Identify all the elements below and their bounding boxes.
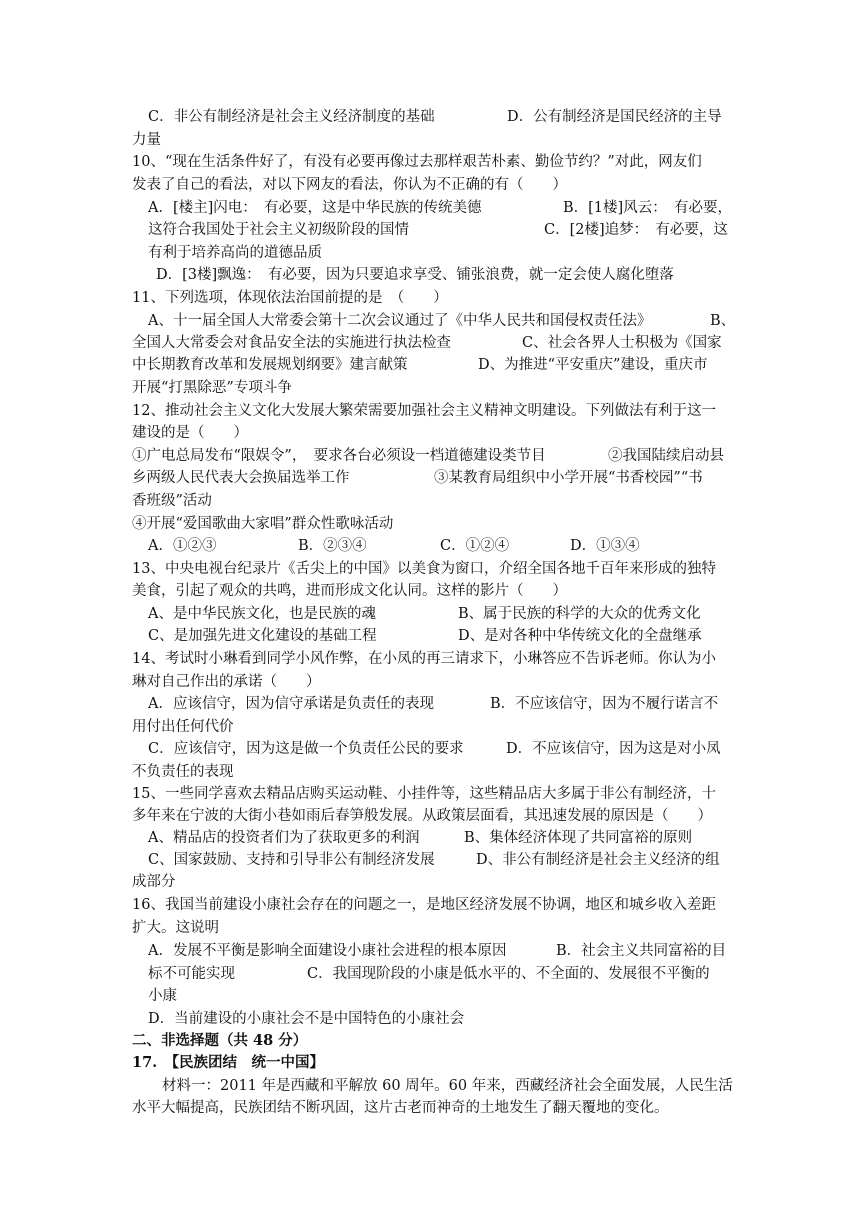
material-1: 材料一：2011 年是西藏和平解放 60 周年。60 年来，西藏经济社会全面发展，人民生活 bbox=[162, 1078, 733, 1094]
option-15b: B、集体经济体现了共同富裕的原则 bbox=[464, 830, 693, 846]
option-13a: A、是中华民族文化，也是民族的魂 bbox=[148, 606, 376, 622]
option-10b: B．[1楼]风云： 有必要， bbox=[563, 200, 732, 216]
option-13b: B、属于民族的科学的大众的优秀文化 bbox=[458, 606, 701, 622]
option-14b-cont: 用付出任何代价 bbox=[132, 719, 234, 735]
option-15d: D、非公有制经济是社会主义经济的组 bbox=[476, 852, 720, 868]
question-15-stem-cont: 多年来在宁波的大街小巷如雨后春笋般发展。从政策层面看，其迅速发展的原因是（ ） bbox=[132, 808, 712, 824]
statement-12-1: ①广电总局发布“限娱令”， 要求各台必须设一档道德建设类节目 bbox=[132, 448, 546, 464]
option-9c: C．非公有制经济是社会主义经济制度的基础 bbox=[148, 109, 435, 125]
option-16a: A．发展不平衡是影响全面建设小康社会进程的根本原因 bbox=[148, 943, 507, 959]
question-12-stem-cont: 建设的是（ ） bbox=[132, 425, 248, 441]
question-12-stem: 12、推动社会主义文化大发展大繁荣需要加强社会主义精神文明建设。下列做法有利于这一 bbox=[132, 403, 716, 419]
option-15c: C、国家鼓励、支持和引导非公有制经济发展 bbox=[148, 852, 435, 868]
option-14d-cont: 不负责任的表现 bbox=[132, 764, 234, 780]
option-11a: A、十一届全国人大常委会第十二次会议通过了《中华人民共和国侵权责任法》 bbox=[148, 313, 652, 329]
option-11c-cont: 中长期教育改革和发展规划纲要》建言献策 bbox=[132, 357, 408, 373]
question-17-title: 17. 【民族团结 统一中国】 bbox=[132, 1054, 324, 1071]
question-15-stem: 15、一些同学喜欢去精品店购买运动鞋、小挂件等，这些精品店大多属于非公有制经济，十 bbox=[132, 786, 716, 802]
option-11b-cont: 全国人大常委会对食品安全法的实施进行执法检查 bbox=[132, 335, 451, 351]
question-14-stem: 14、考试时小琳看到同学小风作弊，在小凤的再三请求下，小琳答应不告诉老师。你认为小 bbox=[132, 651, 716, 667]
option-10b-cont: 这符合我国处于社会主义初级阶段的国情 bbox=[148, 222, 409, 238]
statement-12-2: ②我国陆续启动县 bbox=[608, 448, 724, 464]
option-10a: A．[楼主]闪电： 有必要，这是中华民族的传统美德 bbox=[148, 200, 482, 216]
option-10c-cont: 有利于培养高尚的道德品质 bbox=[148, 245, 322, 261]
statement-12-4: ④开展“爱国歌曲大家唱”群众性歌咏活动 bbox=[132, 516, 394, 532]
statement-12-2-cont: 乡两级人民代表大会换届选举工作 bbox=[132, 470, 350, 486]
option-15d-cont: 成部分 bbox=[132, 874, 176, 890]
question-13-stem: 13、中央电视台纪录片《舌尖上的中国》以美食为窗口，介绍全国各地千百年来形成的独特 bbox=[132, 561, 716, 577]
option-11c: C、社会各界人士积极为《国家 bbox=[522, 335, 722, 351]
option-15a: A、精品店的投资者们为了获取更多的利润 bbox=[148, 830, 420, 846]
option-16c: C．我国现阶段的小康是低水平的、不全面的、发展很不平衡的 bbox=[307, 966, 710, 982]
option-9d-cont: 力量 bbox=[132, 132, 161, 148]
question-11-stem: 11、下列选项，体现依法治国前提的是 （ ） bbox=[132, 290, 448, 306]
section-heading: 二、非选择题（共 48 分） bbox=[132, 1032, 308, 1049]
question-10-stem-cont: 发表了自己的看法，对以下网友的看法，你认为不正确的有（ ） bbox=[132, 177, 567, 193]
option-16c-cont: 小康 bbox=[148, 988, 177, 1004]
option-9d: D．公有制经济是国民经济的主导 bbox=[507, 109, 722, 125]
option-12d: D．①③④ bbox=[570, 538, 640, 554]
option-10d: D．[3楼]飘逸： 有必要，因为只要追求享受、铺张浪费，就一定会使人腐化堕落 bbox=[156, 267, 674, 283]
option-16b: B．社会主义共同富裕的目 bbox=[556, 943, 727, 959]
option-14c: C．应该信守，因为这是做一个负责任公民的要求 bbox=[148, 741, 464, 757]
option-12a: A．①②③ bbox=[148, 538, 217, 554]
option-16b-cont: 标不可能实现 bbox=[148, 966, 235, 982]
question-16-stem: 16、我国当前建设小康社会存在的问题之一，是地区经济发展不协调，地区和城乡收入差距 bbox=[132, 897, 716, 913]
option-14b: B．不应该信守，因为不履行诺言不 bbox=[490, 696, 719, 712]
option-11b: B、 bbox=[710, 313, 736, 329]
statement-12-3: ③某教育局组织中小学开展“书香校园”“书 bbox=[434, 470, 703, 486]
option-11d: D、为推进“平安重庆”建设，重庆市 bbox=[478, 357, 708, 373]
question-13-stem-cont: 美食，引起了观众的共鸣，进而形成文化认同。这样的影片（ ） bbox=[132, 583, 567, 599]
statement-12-3-cont: 香班级”活动 bbox=[132, 493, 212, 509]
question-10-stem: 10、“现在生活条件好了，有没有必要再像过去那样艰苦朴素、勤俭节约？”对此，网友们 bbox=[132, 154, 702, 170]
option-13d: D、是对各种中华传统文化的全盘继承 bbox=[458, 628, 702, 644]
option-10c: C．[2楼]追梦： 有必要，这 bbox=[544, 222, 728, 238]
option-14d: D．不应该信守，因为这是对小凤 bbox=[506, 741, 721, 757]
material-1-cont: 水平大幅提高，民族团结不断巩固，这片古老而神奇的土地发生了翻天覆地的变化。 bbox=[132, 1100, 669, 1116]
option-11d-cont: 开展“打黑除恶”专项斗争 bbox=[132, 380, 292, 396]
option-14a: A．应该信守，因为信守承诺是负责任的表现 bbox=[148, 696, 434, 712]
question-16-stem-cont: 扩大。这说明 bbox=[132, 920, 219, 936]
question-14-stem-cont: 琳对自己作出的承诺（ ） bbox=[132, 674, 321, 690]
option-12b: B．②③④ bbox=[298, 538, 367, 554]
option-13c: C、是加强先进文化建设的基础工程 bbox=[148, 628, 377, 644]
option-12c: C．①②④ bbox=[440, 538, 510, 554]
option-16d: D．当前建设的小康社会不是中国特色的小康社会 bbox=[148, 1011, 465, 1027]
